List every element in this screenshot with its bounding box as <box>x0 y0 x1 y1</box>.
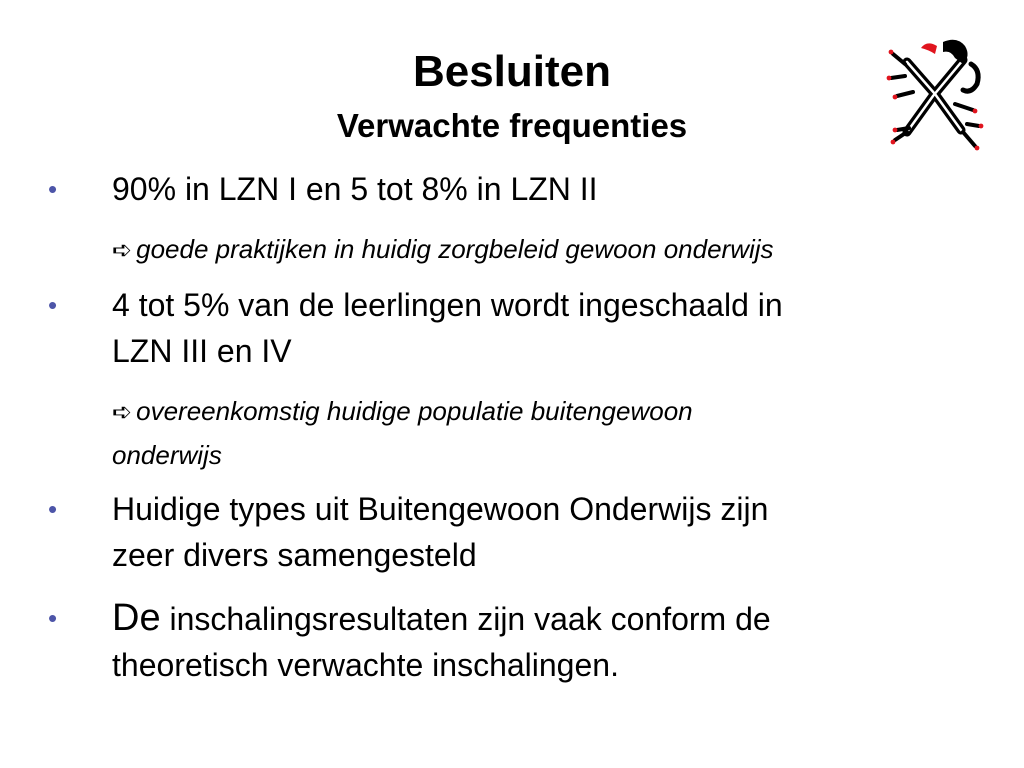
bullet-marker: • <box>48 494 58 524</box>
bullet-marker: • <box>48 290 58 320</box>
bullet-text-line: inschalingsresultaten zijn vaak conform de <box>160 601 771 637</box>
bullet-lead-word: De <box>112 597 161 639</box>
bullet-text-line: theoretisch verwachte inschalingen. <box>112 647 619 683</box>
bullet-marker: • <box>48 174 58 204</box>
bullet-text-line: 90% in LZN I en 5 tot 8% in LZN II <box>112 171 598 207</box>
bullet-marker: • <box>48 603 58 633</box>
bullet-text <box>112 486 992 578</box>
bullet-text <box>112 282 992 374</box>
sub-note-text: onderwijs <box>112 440 222 470</box>
bullet-text <box>112 595 992 688</box>
bullet-text-line: zeer divers samengesteld <box>112 537 477 573</box>
slide-title: Besluiten <box>412 47 612 96</box>
lion-coat-of-arms-icon <box>885 34 985 156</box>
bullet-text-line: LZN III en IV <box>112 333 292 369</box>
bullet-text-line: 4 tot 5% van de leerlingen wordt ingeschaald in <box>112 287 783 323</box>
sub-note-text: overeenkomstig huidige populatie buitengewoon <box>136 396 693 426</box>
bullet-text-line: Huidige types uit Buitengewoon Onderwijs zijn <box>112 491 769 527</box>
sub-note <box>112 390 1002 477</box>
sub-note <box>112 228 1002 272</box>
bullet-text <box>112 166 992 212</box>
sub-note-text: goede praktijken in huidig zorgbeleid gewoon onderwijs <box>136 234 774 264</box>
slide-subtitle: Verwachte frequenties <box>336 107 688 144</box>
arrow-icon: ➪ <box>112 237 133 264</box>
arrow-icon: ➪ <box>112 399 133 426</box>
